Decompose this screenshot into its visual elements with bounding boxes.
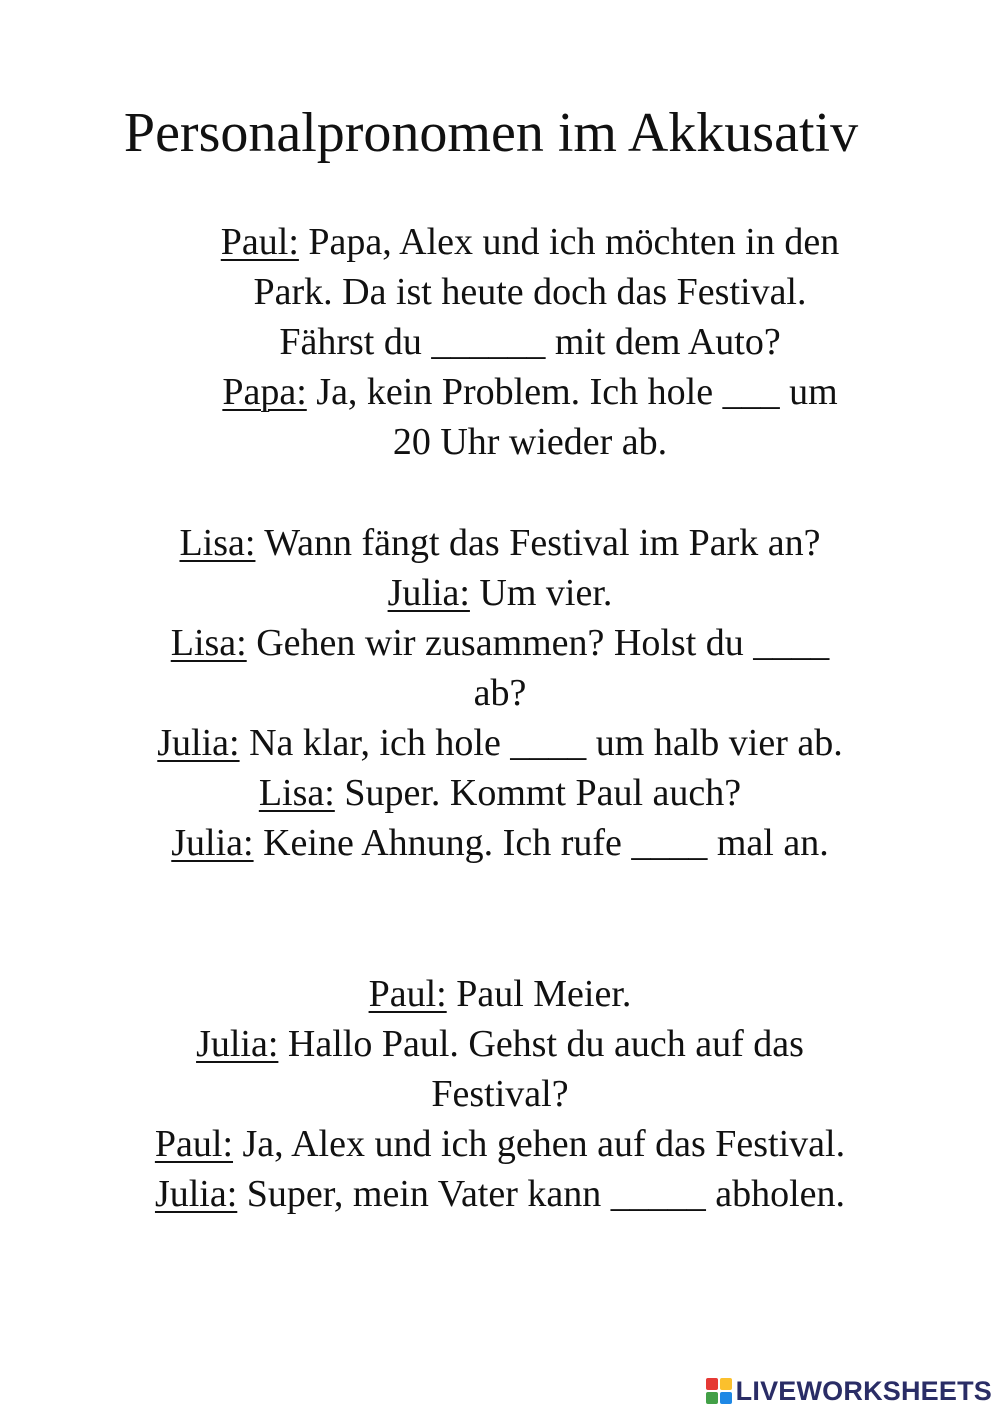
speaker-label: Lisa: [179,522,256,564]
dialog-line [0,518,1000,568]
dialog-text: 20 Uhr wieder ab. [392,421,668,463]
liveworksheets-logo [706,1371,992,1411]
dialog-text: Super, mein Vater kann _____ abholen. [237,1173,846,1215]
dialog-text: Um vier. [469,572,613,614]
dialog-text: Na klar, ich hole ____ um halb vier ab. [239,722,843,764]
dialog-line [60,217,1000,267]
dialog-text: Fährst du ______ mit dem Auto? [279,321,781,363]
dialog-line [0,969,1000,1019]
speaker-label: Papa: [222,371,307,413]
dialog-line [0,568,1000,618]
dialog-block-2 [0,518,1000,868]
speaker-label: Lisa: [258,772,335,814]
logo-square-1 [706,1378,718,1390]
dialog-line [0,718,1000,768]
dialog-line [0,768,1000,818]
speaker-label: Lisa: [170,622,247,664]
dialog-text: Super. Kommt Paul auch? [334,772,742,814]
dialog-block-1 [0,217,1000,467]
speaker-label: Paul: [220,221,299,263]
dialog-line [0,1169,1000,1219]
dialog-text: Ja, Alex und ich gehen auf das Festival. [233,1123,846,1165]
dialog-line [0,618,1000,668]
speaker-label: Paul: [368,973,447,1015]
dialog-text: ab? [473,672,527,714]
dialog-text: Gehen wir zusammen? Holst du ____ [246,622,830,664]
dialog-line [0,818,1000,868]
dialog-text: Paul Meier. [446,973,632,1015]
dialog-text: Ja, kein Problem. Ich hole ___ um [306,371,838,413]
speaker-label: Julia: [196,1023,279,1065]
dialog-text: Wann fängt das Festival im Park an? [255,522,821,564]
dialog-text: Festival? [431,1073,569,1115]
dialog-text: Hallo Paul. Gehst du auch auf das [278,1023,804,1065]
liveworksheets-logo-text: LIVEWORKSHEETS [735,1375,992,1406]
logo-square-3 [706,1392,718,1404]
dialog-line [0,1069,1000,1119]
worksheet-title: Personalpronomen im Akkusativ [123,102,859,164]
dialog-text: Papa, Alex und ich möchten in den [298,221,840,263]
dialog-line [60,367,1000,417]
dialog-line [60,417,1000,467]
logo-square-2 [720,1378,732,1390]
dialog-line [60,267,1000,317]
logo-square-4 [720,1392,732,1404]
dialog-text: Park. Da ist heute doch das Festival. [253,271,807,313]
speaker-label: Julia: [171,822,254,864]
dialog-line [0,1019,1000,1069]
dialog-line [60,317,1000,367]
dialog-text: Keine Ahnung. Ich rufe ____ mal an. [253,822,829,864]
dialog-line [0,1119,1000,1169]
dialog-line [0,668,1000,718]
dialog-block-3 [0,969,1000,1219]
speaker-label: Julia: [387,572,470,614]
speaker-label: Julia: [157,722,240,764]
speaker-label: Julia: [154,1173,238,1215]
liveworksheets-logo-icon [706,1378,732,1404]
speaker-label: Paul: [154,1123,234,1165]
